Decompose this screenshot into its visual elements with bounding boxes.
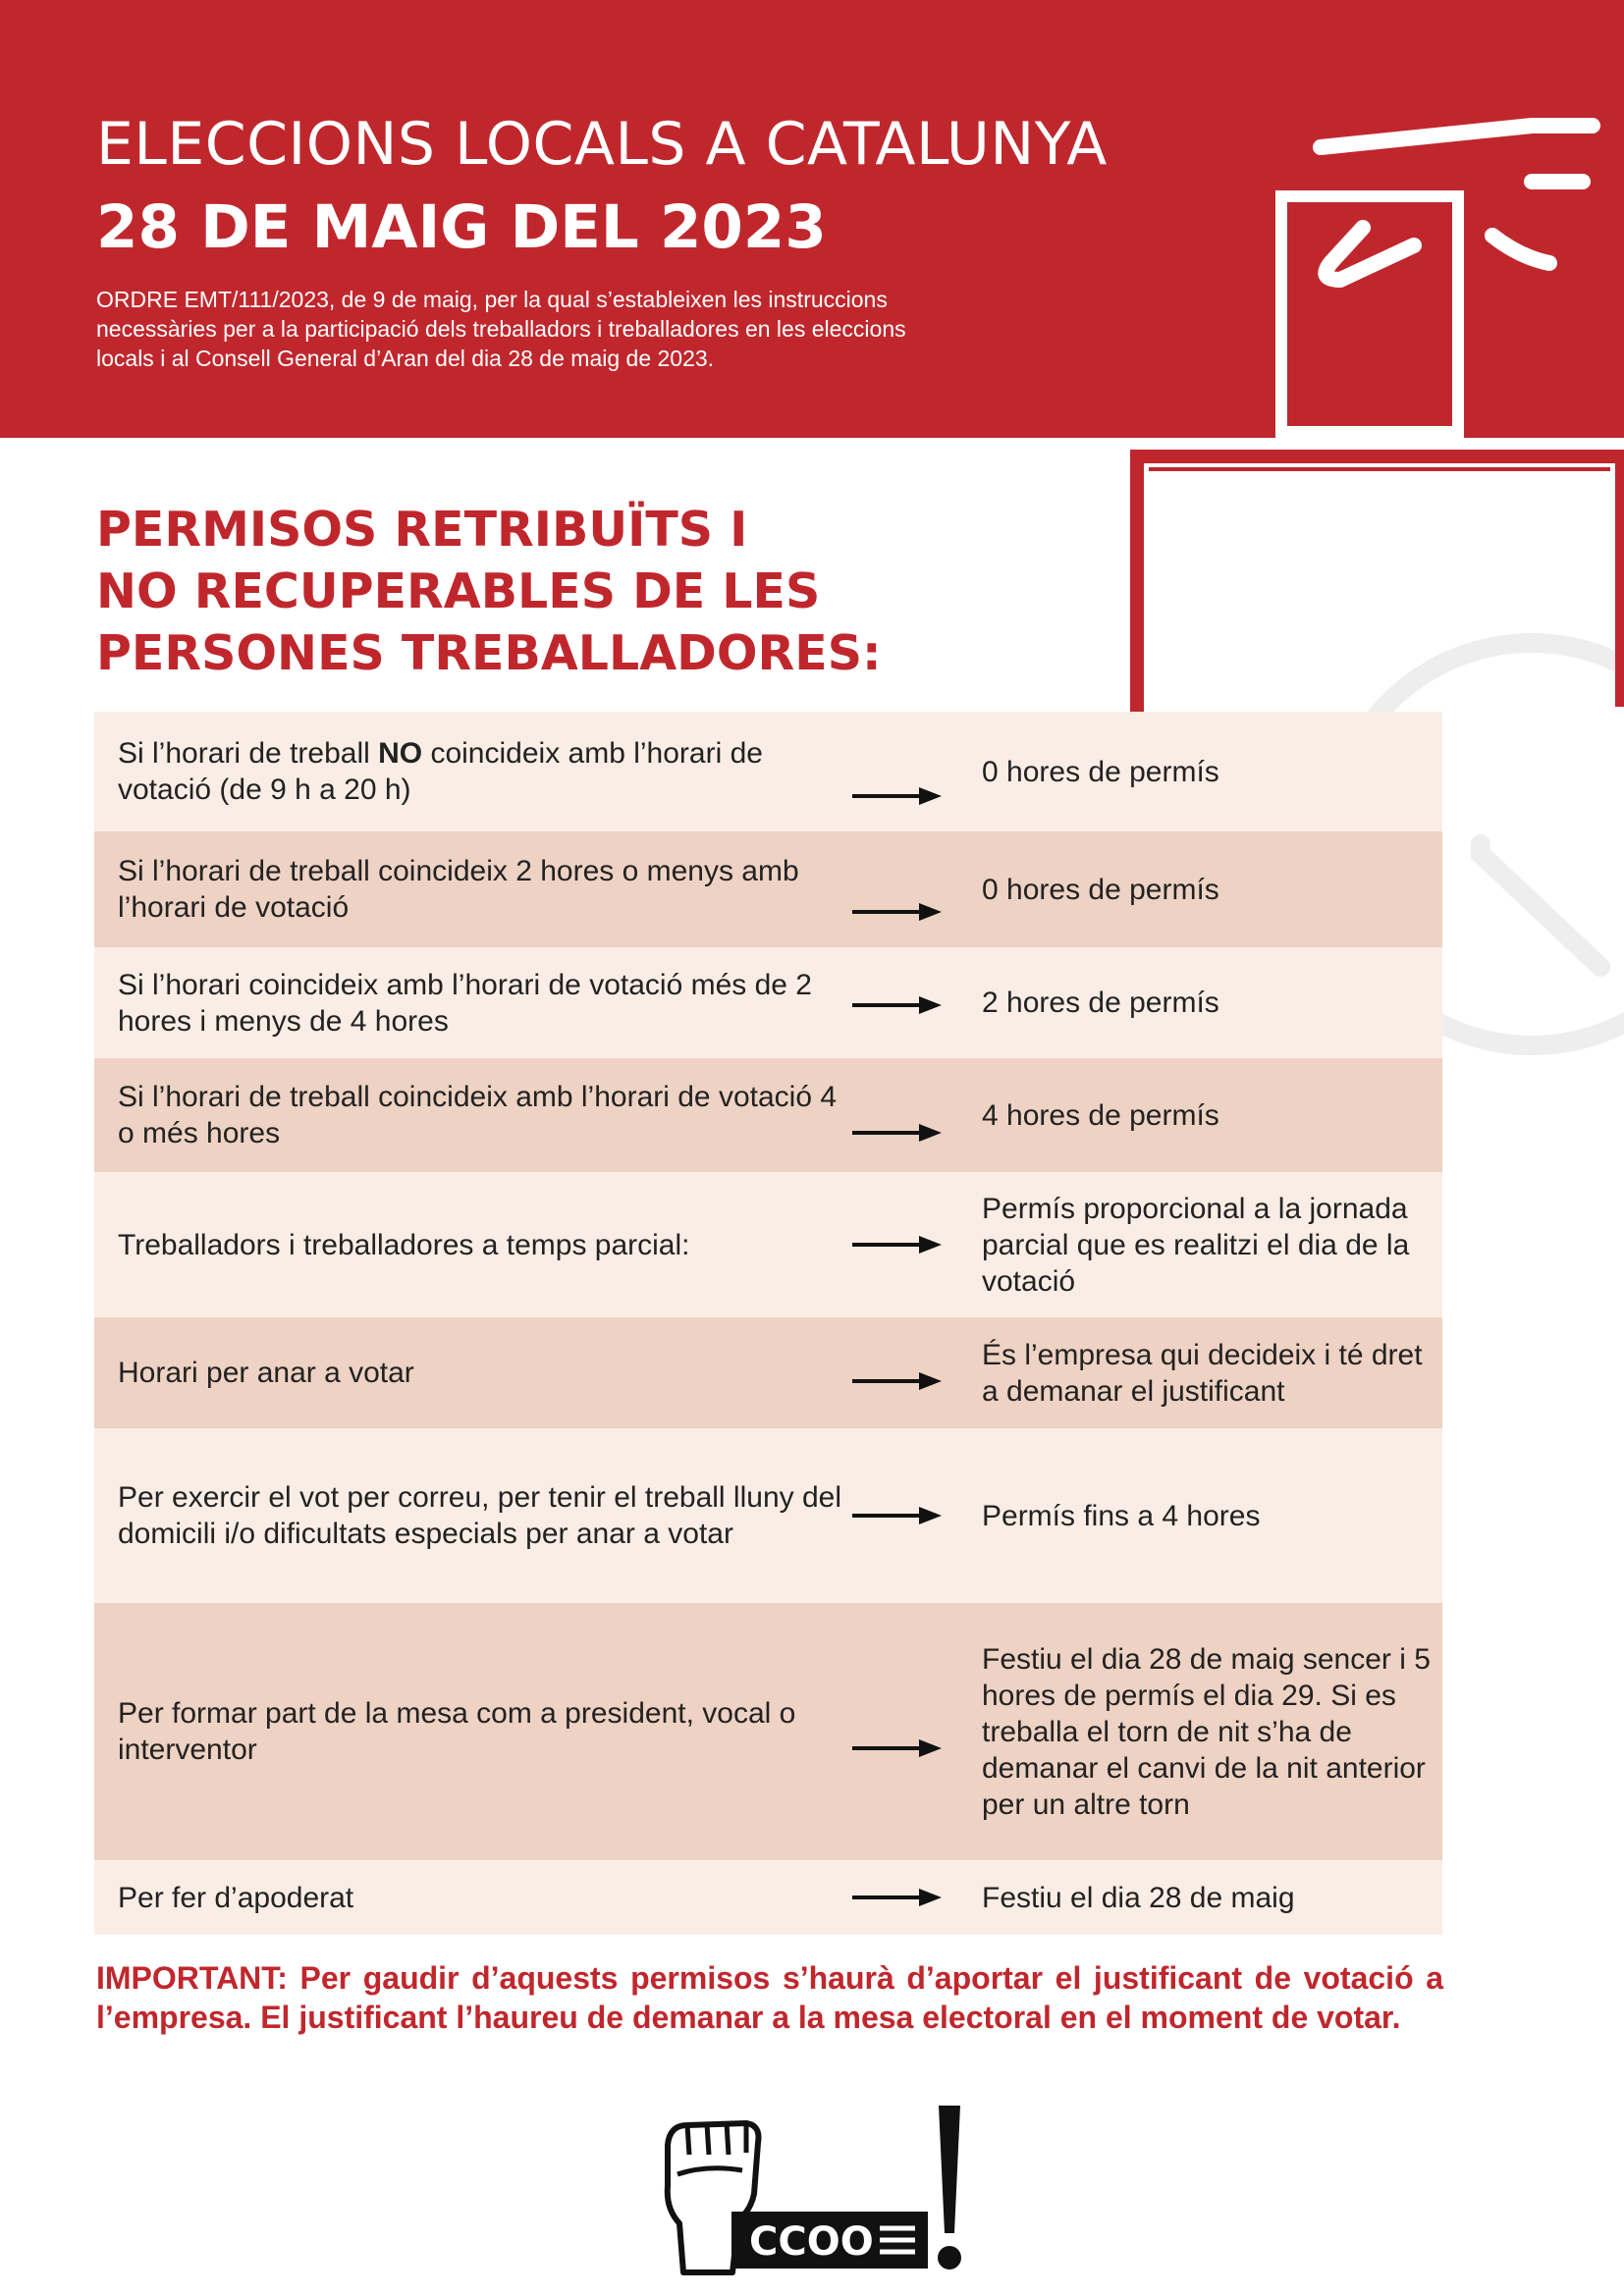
table-row — [94, 1428, 1442, 1603]
row-condition: Per fer d’apoderat — [118, 1881, 354, 1914]
row-condition: Si l’horari de treball coincideix amb l’horari de votació 4 o més hores — [118, 1081, 838, 1149]
row-result: És l’empresa qui decideix i té dret a demanar el justificant — [982, 1338, 1423, 1408]
row-result: 2 hores de permís — [982, 987, 1219, 1019]
row-result: 0 hores de permís — [982, 755, 1219, 788]
arrow-right-icon — [852, 900, 943, 924]
arrow-right-icon — [852, 784, 943, 808]
important-note: IMPORTANT: Per gaudir d’aquests permisos s’haurà d’aportar el justificant de votació a l’empresa. El justificant l’haureu de demanar a la mesa electoral en el moment de votar. — [96, 1960, 1443, 2035]
row-condition: Si l’horari coincideix amb l’horari de votació més de 2 hores i menys de 4 hores — [118, 968, 812, 1038]
table-row — [94, 1860, 1442, 1935]
arrow-right-icon — [852, 1369, 943, 1393]
table-row — [94, 1172, 1442, 1317]
row-result: 4 hores de permís — [982, 1098, 1219, 1132]
title-line-1: ELECCIONS LOCALS A CATALUNYA — [96, 110, 1108, 179]
section-title-line: NO RECUPERABLES DE LES — [96, 563, 821, 619]
arrow-right-icon — [852, 1886, 943, 1909]
row-condition: Per formar part de la mesa com a president, vocal o interventor — [118, 1697, 796, 1766]
table-row — [94, 1058, 1442, 1172]
row-condition: Si l’horari de treball coincideix 2 hores o menys amb l’horari de votació — [118, 855, 799, 924]
arrow-right-icon — [852, 993, 943, 1017]
table-row — [94, 947, 1442, 1058]
row-condition: Si l’horari de treball NO coincideix amb l’horari de votació (de 9 h a 20 h) — [118, 737, 763, 806]
permissions-table — [94, 712, 1442, 1935]
title-line-2: 28 DE MAIG DEL 2023 — [96, 192, 827, 262]
arrow-right-icon — [852, 1233, 943, 1256]
row-result: 0 hores de permís — [982, 873, 1219, 906]
row-result: Festiu el dia 28 de maig — [982, 1881, 1295, 1914]
row-result: Permís fins a 4 hores — [982, 1499, 1261, 1532]
section-title-line: PERSONES TREBALLADORES: — [96, 625, 882, 681]
section-title — [96, 499, 1078, 684]
arrow-right-icon — [852, 1736, 943, 1760]
section-title-line: PERMISOS RETRIBUÏTS I — [96, 502, 748, 558]
arrow-right-icon — [852, 1121, 943, 1145]
table-row — [94, 831, 1442, 947]
table-row — [94, 1603, 1442, 1860]
row-result: Permís proporcional a la jornada parcial que es realitzi el dia de la votació — [982, 1192, 1410, 1298]
header-banner — [0, 0, 1624, 438]
row-result: Festiu el dia 28 de maig sencer i 5 hores de permís el dia 29. Si es treballa el torn de nit s’ha de demanar el canvi de la nit anterior per un altre torn — [982, 1642, 1431, 1821]
table-row — [94, 712, 1442, 831]
row-condition: Per exercir el vot per correu, per tenir el treball lluny del domicili i/o dificultats especials per anar a votar — [118, 1481, 841, 1550]
row-condition: Treballadors i treballadores a temps parcial: — [118, 1228, 690, 1261]
ccoo-logo — [648, 2096, 982, 2282]
svg-text:CCOO: CCOO — [749, 2219, 874, 2265]
row-condition: Horari per anar a votar — [118, 1357, 414, 1389]
table-row — [94, 1317, 1442, 1428]
arrow-right-icon — [852, 1504, 943, 1527]
order-text: ORDRE EMT/111/2023, de 9 de maig, per la qual s’estableixen les instruccions necessàries per a la participació dels treballadors i treballadores en les eleccions locals i al Consell General d’Aran del dia 28 de maig de 2023. — [96, 287, 906, 371]
